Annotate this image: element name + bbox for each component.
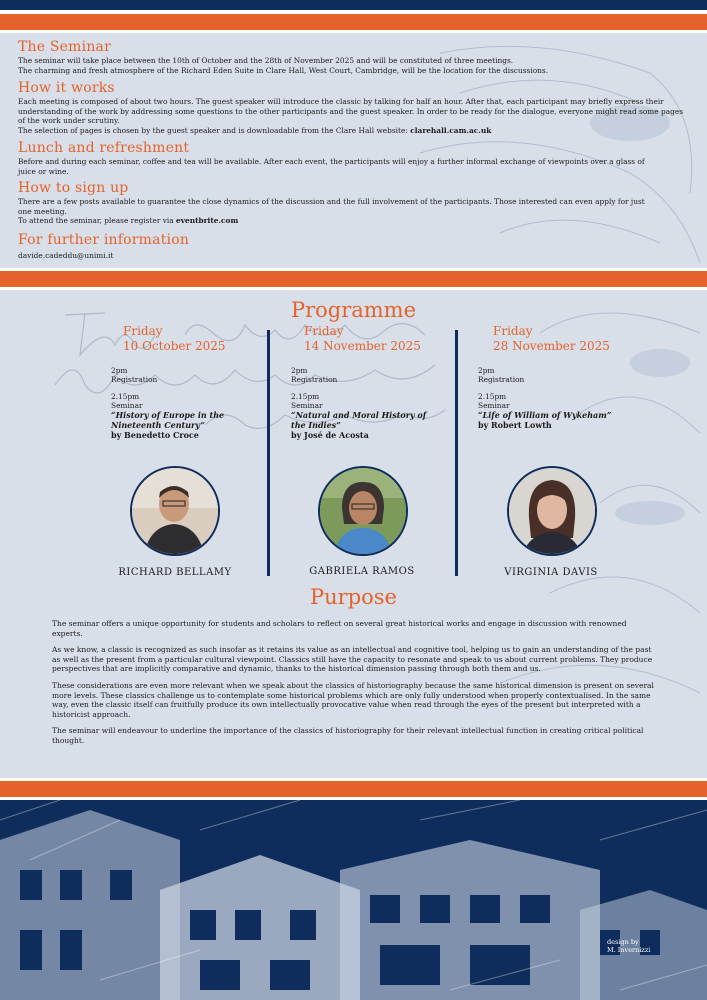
session-1-day: Friday: [123, 324, 163, 338]
session-2-label2: Seminar: [291, 401, 323, 410]
session-3-time2: 2.15pm: [478, 392, 507, 401]
session-3-label2: Seminar: [478, 401, 510, 410]
person-2-icon: [320, 468, 406, 554]
session-1-label1: Registration: [111, 375, 158, 384]
session-2-time1: 2pm: [291, 366, 308, 375]
design-credit-line-2: M. Invernizzi: [607, 946, 651, 954]
session-1-label2: Seminar: [111, 401, 143, 410]
signup-section: [18, 180, 688, 226]
session-1-date: 10 October 2025: [123, 339, 226, 353]
how-text: Each meeting is composed of about two hours. The guest speaker will introduce the classic by talking for half an hour. After that, each participant may briefly express their understanding of the work by addressing some questions to the other participants and the guest speaker. In order to be ready for the dialogue, everyone might read some pages of the work under scrutiny.: [18, 97, 684, 126]
mid-white-stripe-2: [0, 287, 707, 290]
session-2-label1: Registration: [291, 375, 338, 384]
session-2-talk: “Natural and Moral History of the Indies”: [291, 410, 427, 430]
purpose-body: [52, 619, 656, 753]
purpose-title: Purpose: [310, 585, 397, 609]
purpose-paragraph-2: As we know, a classic is recognized as such insofar as it retains its value as an intellectual and cognitive tool, helping us to gain an understanding of the past as well as the present from a particular cultural viewpoint. Classics still have the capacity to resonate and speak to us about current problems. They produce perspectives that are implicitly comparative and dynamic, thanks to the historical dimension passing through both them and us.: [52, 645, 653, 674]
session-2-time2: 2.15pm: [291, 392, 320, 401]
session-1: [123, 324, 273, 354]
session-3-day: Friday: [493, 324, 533, 338]
avatar-richard-bellamy: [130, 466, 220, 556]
purpose-paragraph-4: The seminar will endeavour to underline the importance of the classics of historiography for their relevant intellectual function in creating critical political thought.: [52, 726, 644, 745]
clarehall-link[interactable]: clarehall.cam.ac.uk: [410, 125, 492, 135]
divider-2: [455, 330, 458, 576]
programme-title: Programme: [290, 298, 417, 322]
design-credit: [607, 938, 650, 954]
session-1-by: by Benedetto Croce: [111, 430, 199, 440]
seminar-line-2: The charming and fresh atmosphere of the Richard Eden Suite in Clare Hall, West Court, Cambridge, will be the location for the discussions.: [18, 65, 549, 75]
purpose-paragraph-3: These considerations are even more relevant when we speak about the classics of historiography because the same historical dimension is present on several more levels. These classics challenge us to contemplate some historical problems which are only fully understood when properly contextualised. In the same way, even the classic itself can fruitfully produce its own intellectually provocative value when read through the eyes of the present but interpreted with a historicist approach.: [52, 680, 654, 719]
session-2: [304, 324, 454, 354]
lunch-section: [18, 140, 688, 176]
speaker-1-name: RICHARD BELLAMY: [118, 567, 232, 578]
session-3-time1: 2pm: [478, 366, 495, 375]
session-3-date: 28 November 2025: [493, 339, 610, 353]
top-orange-bar: [0, 14, 707, 30]
design-credit-line-1: design by: [607, 938, 639, 946]
info-title: For further information: [18, 232, 190, 248]
session-2-details: [291, 366, 451, 440]
top-navy-bar: [0, 0, 707, 10]
info-email[interactable]: davide.cadeddu@unimi.it: [18, 251, 114, 260]
purpose-paragraph-1: The seminar offers a unique opportunity for students and scholars to reflect on several great historical works and engage in discussion with renowned experts.: [52, 619, 627, 638]
seminar-line-1: The seminar will take place between the 10th of October and the 28th of November 2025 and will be constituted of three meetings.: [18, 56, 514, 65]
lunch-text: Before and during each seminar, coffee and tea will be available. After each event, the participants will enjoy a further informal exchange of viewpoints over a glass of juice or wine.: [18, 157, 645, 176]
session-3-talk: “Life of William of Wykeham”: [478, 410, 612, 420]
session-2-by: by José de Acosta: [291, 430, 369, 440]
seminar-section: [18, 39, 688, 75]
how-section: [18, 80, 688, 135]
speaker-3-name: VIRGINIA DAVIS: [504, 567, 598, 578]
session-3-details: [478, 366, 638, 430]
how-title: How it works: [18, 80, 115, 96]
person-1-icon: [132, 468, 218, 554]
eventbrite-link[interactable]: eventbrite.com: [176, 216, 239, 226]
signup-title: How to sign up: [18, 180, 129, 196]
session-2-day: Friday: [304, 324, 344, 338]
session-3-by: by Robert Lowth: [478, 420, 552, 430]
avatar-virginia-davis: [507, 466, 597, 556]
mid-orange-bar: [0, 271, 707, 287]
low-orange-bar: [0, 781, 707, 797]
session-1-time2: 2.15pm: [111, 392, 140, 401]
divider-1: [267, 330, 270, 576]
lunch-title: Lunch and refreshment: [18, 140, 190, 156]
signup-register-text: To attend the seminar, please register via: [18, 216, 176, 226]
session-3: [493, 324, 643, 354]
session-1-details: [111, 366, 271, 440]
session-2-date: 14 November 2025: [304, 339, 421, 353]
info-section: [18, 232, 688, 261]
how-selection: [18, 126, 688, 136]
avatar-gabriela-ramos: [318, 466, 408, 556]
speaker-2-name: GABRIELA RAMOS: [309, 566, 415, 577]
building-illustration: [0, 800, 707, 1000]
session-1-time1: 2pm: [111, 366, 128, 375]
seminar-title: The Seminar: [18, 39, 111, 55]
session-3-label1: Registration: [478, 375, 525, 384]
session-1-talk: “History of Europe in the Nineteenth Century”: [111, 410, 225, 430]
how-selection-text: The selection of pages is chosen by the guest speaker and is downloadable from the Clare Hall website:: [18, 125, 411, 135]
signup-register: [18, 216, 688, 226]
person-3-icon: [509, 468, 595, 554]
signup-text: There are a few posts available to guarantee the close dynamics of the discussion and the full involvement of the participants. Those interested can even apply for just one meeting.: [18, 197, 645, 216]
